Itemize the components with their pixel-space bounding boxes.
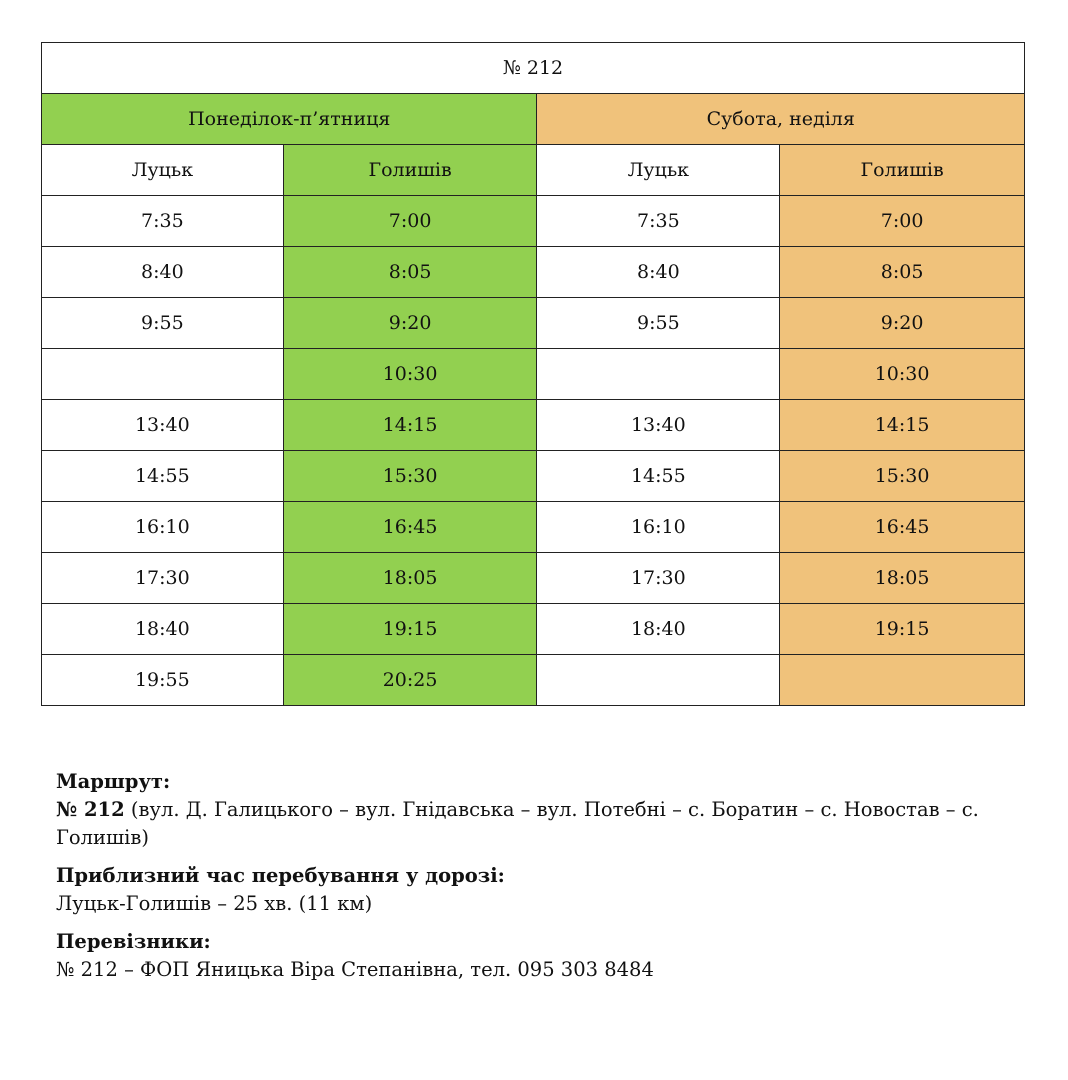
travel-time: Луцьк-Голишів – 25 хв. (11 км) [56,892,373,915]
table-row [42,553,1025,604]
cell-weekend-lutsk [537,655,780,706]
cell-weekend-holyshiv: 19:15 [780,604,1025,655]
cell-weekday-lutsk: 8:40 [42,247,284,298]
cell-weekend-holyshiv: 14:15 [780,400,1025,451]
cell-weekday-lutsk: 7:35 [42,196,284,247]
cell-weekday-holyshiv: 10:30 [283,349,537,400]
cell-weekday-lutsk [42,349,284,400]
cell-weekend-holyshiv: 10:30 [780,349,1025,400]
cell-weekend-holyshiv: 16:45 [780,502,1025,553]
cell-weekday-holyshiv: 19:15 [283,604,537,655]
schedule-table [41,42,1025,706]
weekday-header: Понеділок-п’ятниця [42,94,537,145]
cell-weekend-holyshiv: 15:30 [780,451,1025,502]
cell-weekend-holyshiv [780,655,1025,706]
cell-weekend-lutsk: 18:40 [537,604,780,655]
col-weekend-lutsk: Луцьк [537,145,780,196]
carriers-section [56,928,1016,984]
cell-weekday-lutsk: 9:55 [42,298,284,349]
table-row [42,247,1025,298]
cell-weekday-holyshiv: 14:15 [283,400,537,451]
cell-weekday-lutsk: 17:30 [42,553,284,604]
col-weekday-holyshiv: Голишів [283,145,537,196]
table-row [42,298,1025,349]
cell-weekday-lutsk: 19:55 [42,655,284,706]
cell-weekend-lutsk: 17:30 [537,553,780,604]
cell-weekend-holyshiv: 18:05 [780,553,1025,604]
title-row [42,43,1025,94]
route-description: (вул. Д. Галицького – вул. Гнідавська – вул. Потебні – с. Боратин – с. Новостав – с. Голишів) [56,798,979,849]
route-number-title: № 212 [42,43,1025,94]
cell-weekday-lutsk: 13:40 [42,400,284,451]
carriers-text: № 212 – ФОП Яницька Віра Степанівна, тел. 095 303 8484 [56,958,654,981]
cell-weekend-lutsk: 13:40 [537,400,780,451]
schedule-sheet [41,42,1025,706]
cell-weekday-holyshiv: 20:25 [283,655,537,706]
cell-weekday-holyshiv: 18:05 [283,553,537,604]
table-row [42,349,1025,400]
cell-weekend-holyshiv: 8:05 [780,247,1025,298]
cell-weekend-lutsk: 7:35 [537,196,780,247]
table-row [42,502,1025,553]
cell-weekday-holyshiv: 7:00 [283,196,537,247]
col-weekday-lutsk: Луцьк [42,145,284,196]
cell-weekend-lutsk: 8:40 [537,247,780,298]
weekend-header: Субота, неділя [537,94,1025,145]
travel-heading: Приблизний час перебування у дорозі: [56,864,505,887]
cell-weekday-holyshiv: 8:05 [283,247,537,298]
cell-weekend-lutsk: 14:55 [537,451,780,502]
route-section [56,768,1016,852]
cell-weekday-holyshiv: 15:30 [283,451,537,502]
cell-weekend-lutsk [537,349,780,400]
cell-weekday-lutsk: 14:55 [42,451,284,502]
cell-weekend-lutsk: 9:55 [537,298,780,349]
cell-weekday-holyshiv: 16:45 [283,502,537,553]
cell-weekday-lutsk: 18:40 [42,604,284,655]
table-row [42,604,1025,655]
route-info [56,768,1016,994]
cell-weekday-holyshiv: 9:20 [283,298,537,349]
carriers-heading: Перевізники: [56,930,211,953]
table-row [42,655,1025,706]
table-row [42,400,1025,451]
cell-weekend-lutsk: 16:10 [537,502,780,553]
route-heading: Маршрут: [56,770,171,793]
column-header-row [42,145,1025,196]
period-row [42,94,1025,145]
travel-section [56,862,1016,918]
cell-weekend-holyshiv: 7:00 [780,196,1025,247]
table-row [42,451,1025,502]
cell-weekend-holyshiv: 9:20 [780,298,1025,349]
col-weekend-holyshiv: Голишів [780,145,1025,196]
table-row [42,196,1025,247]
route-number: № 212 [56,798,125,821]
cell-weekday-lutsk: 16:10 [42,502,284,553]
